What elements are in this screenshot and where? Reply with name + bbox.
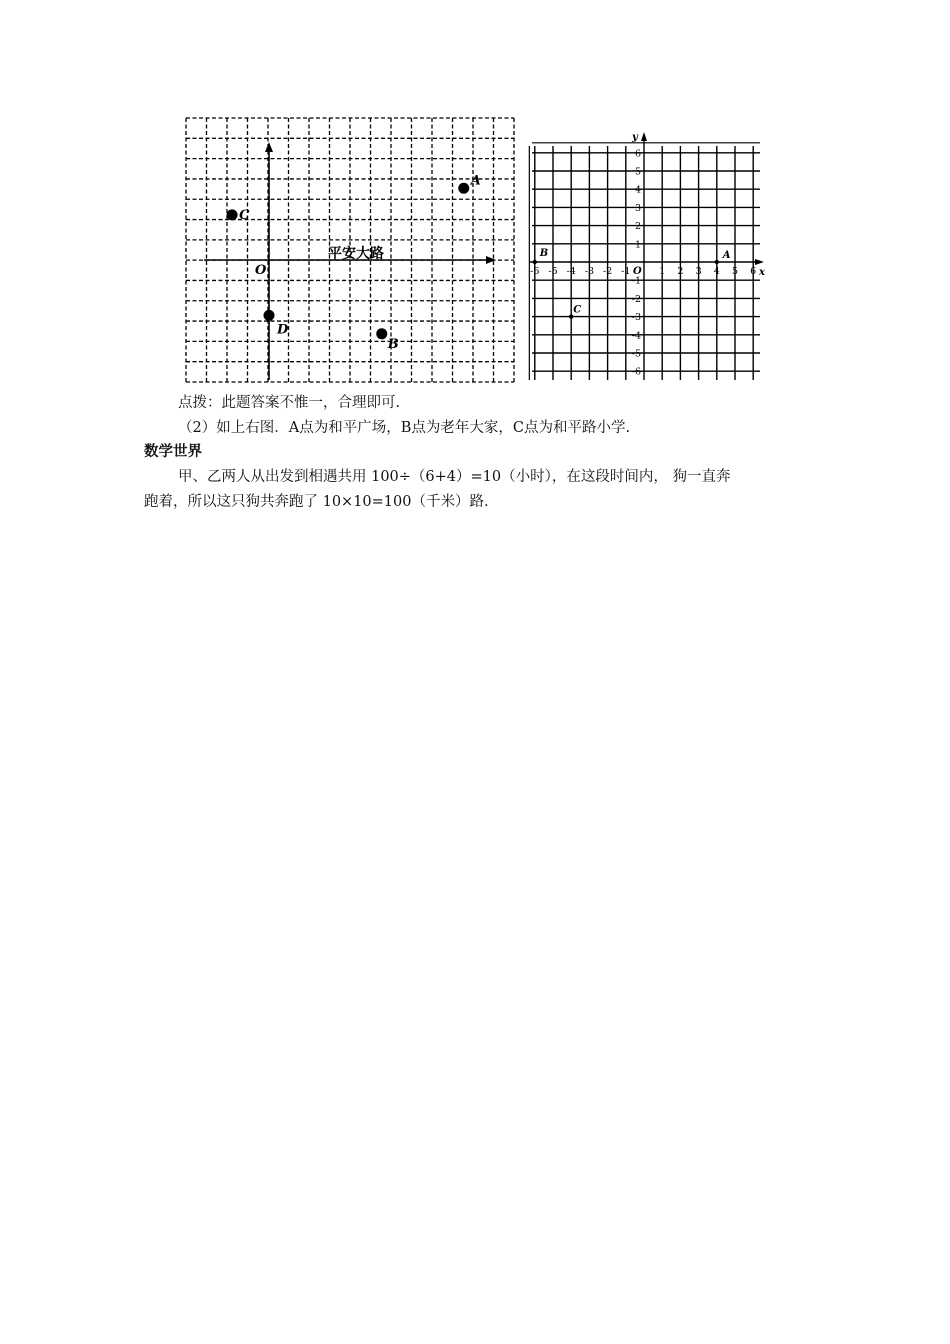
x-axis-label: x: [759, 267, 765, 278]
x-tick-label: -5: [548, 266, 558, 277]
point-b: [533, 260, 537, 264]
road-label: 平安大路: [328, 246, 384, 262]
point-a: [458, 183, 469, 194]
x-tick-label: 6: [750, 266, 757, 277]
part2-text: （2）如上右图．A点为和平广场，B点为老年大家，C点为和平路小学.: [178, 420, 631, 436]
origin-label: O: [633, 266, 642, 277]
coordinate-grid-figure: [526, 128, 770, 384]
vertical-axis: [265, 142, 273, 380]
point-label-c: C: [239, 207, 250, 223]
paragraph-line-1: 甲、乙两人从出发到相遇共用 100÷（6+4）=10（小时），在这段时间内， 狗一直奔: [178, 469, 731, 485]
x-tick-label: -1: [621, 266, 631, 277]
hint-text: 点拨：此题答案不惟一，合理即可.: [178, 395, 401, 411]
y-tick-label: 6: [634, 148, 641, 160]
y-tick-label: 5: [634, 166, 641, 178]
x-tick-label: 3: [695, 266, 702, 277]
y-tick-label: -1: [631, 275, 641, 287]
y-tick-label: -4: [631, 330, 641, 342]
point-a: [715, 260, 719, 264]
y-tick-label: 2: [634, 221, 641, 233]
x-tick-label: -4: [566, 266, 576, 277]
point-label-b: B: [387, 336, 399, 352]
y-tick-label: 4: [634, 184, 641, 196]
section-title: 数学世界: [144, 444, 202, 460]
paragraph-line-2: 跑着，所以这只狗共奔跑了 10×10=100（千米）路.: [144, 494, 489, 510]
point-c: [227, 209, 238, 220]
x-tick-label: 2: [677, 266, 684, 277]
point-b: [376, 328, 387, 339]
x-tick-label: -2: [602, 266, 613, 277]
point-label-a: A: [722, 250, 731, 261]
y-tick-label: -3: [631, 312, 641, 324]
y-tick-label: -2: [631, 293, 641, 305]
y-axis: [641, 132, 647, 380]
y-tick-label: 3: [634, 202, 641, 214]
x-tick-label: 5: [731, 266, 739, 277]
point-label-b: B: [539, 248, 549, 259]
point-d: [264, 310, 275, 321]
x-tick-label: -6: [530, 266, 540, 277]
x-tick-label: 1: [659, 266, 666, 277]
origin-label: O: [255, 263, 267, 278]
y-tick-label: 1: [634, 239, 641, 251]
point-label-a: A: [470, 173, 481, 189]
x-tick-label: 4: [713, 266, 720, 277]
y-axis-label: y: [632, 132, 638, 143]
road-map-figure: [180, 112, 520, 388]
y-tick-label: -5: [631, 348, 641, 360]
point-label-d: D: [277, 322, 289, 338]
y-tick-label: -6: [631, 366, 641, 378]
x-tick-label: -3: [584, 266, 595, 277]
point-label-c: C: [573, 304, 582, 316]
